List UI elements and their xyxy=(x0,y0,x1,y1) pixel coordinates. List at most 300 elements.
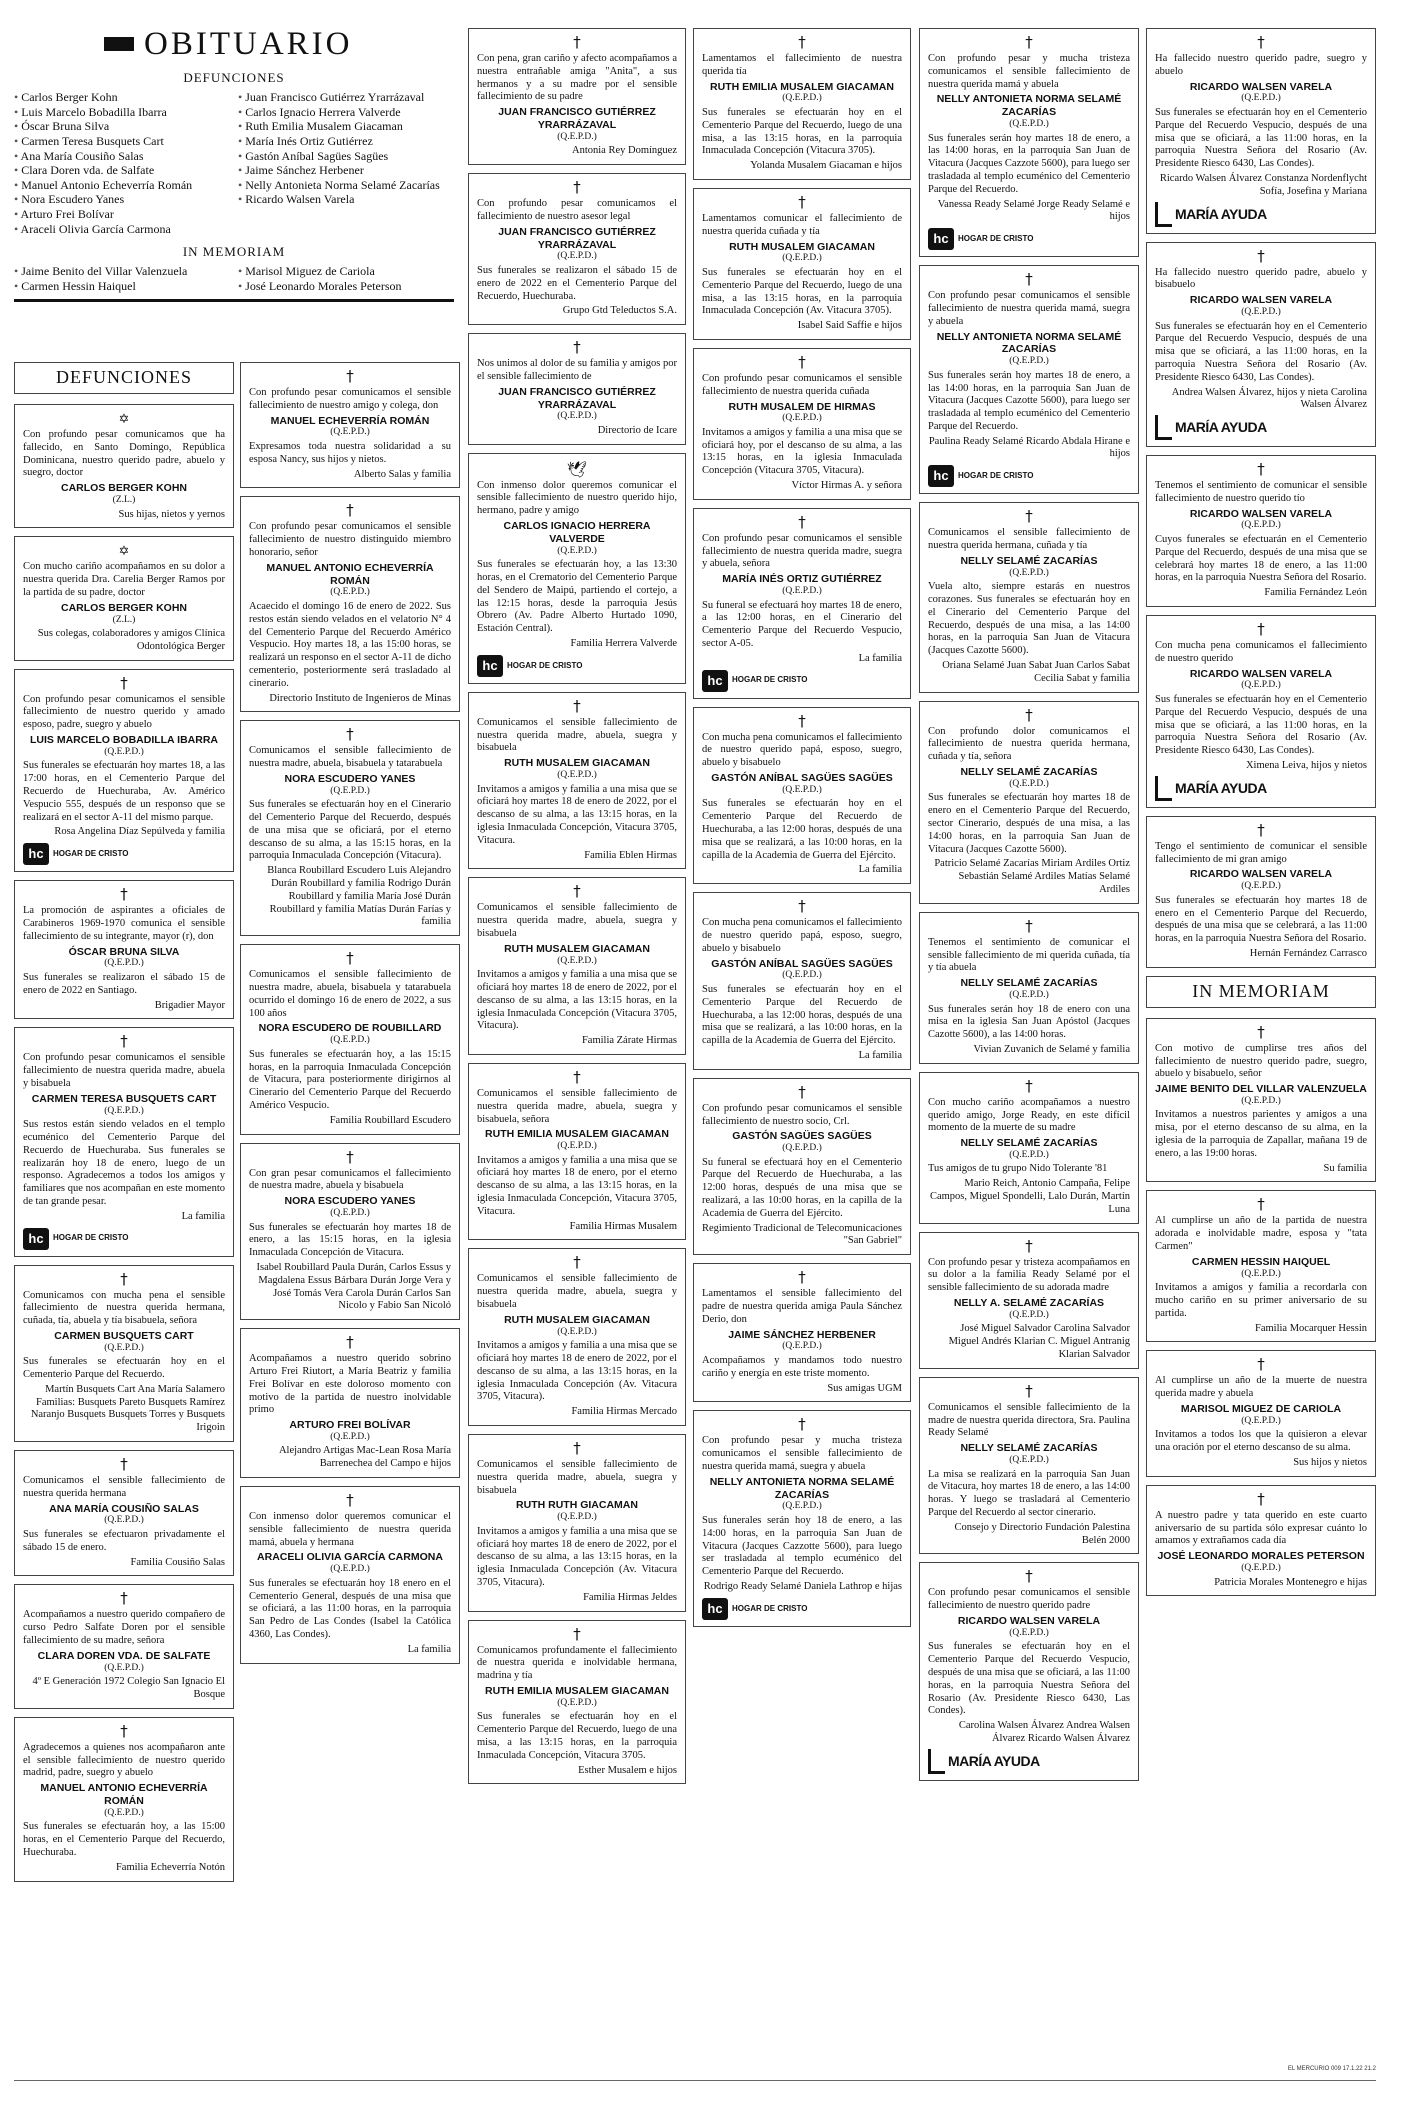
index-name: • Carmen Hessin Haiquel xyxy=(14,279,230,294)
notice-intro: Con inmenso dolor queremos comunicar el sensible fallecimiento de nuestra querida mamá, abuela y hermana xyxy=(249,1511,451,1548)
cross-icon: † xyxy=(798,1082,806,1101)
qepd-mark: (Q.E.P.D.) xyxy=(1241,1268,1281,1279)
qepd-mark: (Q.E.P.D.) xyxy=(1009,356,1049,367)
notice-body: Sus funerales se efectuarán hoy, a las 15:15 horas, en la parroquia Inmaculada Concepción de Vitacura, para posteriormente dirigirnos al Cinerario del Cementerio Parque del Recuerdo Américo Vespucio. xyxy=(249,1048,451,1111)
notice xyxy=(693,707,911,885)
cross-icon: † xyxy=(1025,1381,1033,1400)
notice-signature: Sus colegas, colaboradores y amigos Clínica Odontológica Berger xyxy=(37,628,225,652)
hogar-de-cristo-logo xyxy=(23,1228,225,1250)
notice-signature: La familia xyxy=(858,652,902,664)
deceased-name: RUTH MUSALEM GIACAMAN xyxy=(504,757,650,770)
deceased-name: NELLY ANTONIETA NORMA SELAMÉ ZACARÍAS xyxy=(709,1475,895,1501)
cross-icon: † xyxy=(346,1333,354,1352)
notice xyxy=(1146,28,1376,234)
qepd-mark: (Q.E.P.D.) xyxy=(104,958,144,969)
notice-signature: Vanessa Ready Selamé Jorge Ready Selamé e hijos xyxy=(937,198,1130,223)
qepd-mark: (Q.E.P.D.) xyxy=(330,1431,370,1442)
notice-signature: Patricia Morales Montenegro e hijas xyxy=(1214,1576,1367,1588)
notice-signature: Alejandro Artigas Mac-Lean Rosa María Barrenechea del Campo e hijos xyxy=(278,1445,451,1470)
qepd-mark: (Q.E.P.D.) xyxy=(1009,778,1049,789)
qepd-mark: (Q.E.P.D.) xyxy=(557,131,597,142)
deceased-name: NELLY SELAMÉ ZACARÍAS xyxy=(960,554,1098,567)
cross-icon: † xyxy=(120,673,128,692)
qepd-mark: (Q.E.P.D.) xyxy=(330,427,370,438)
deceased-name: RICARDO WALSEN VARELA xyxy=(1189,868,1333,881)
notice-body: Su funeral se efectuará hoy martes 18 de enero, a las 12:00 horas, en el Cinerario del Cementerio Parque del Recuerdo Vespucio, sector A-05. xyxy=(702,599,902,650)
notice-body: Invitamos a amigos y familia a recordarla con mucho cariño en su primer aniversario de su partida. xyxy=(1155,1282,1367,1319)
deceased-name: ÓSCAR BRUNA SILVA xyxy=(68,945,180,958)
notice-intro: Con profundo pesar comunicamos que ha fallecido, en Santo Domingo, República Dominicana, nuestro querido padre, abuelo y suegro, doctor xyxy=(23,428,225,479)
notice-intro: Con mucha pena comunicamos el fallecimiento de nuestro querido xyxy=(1155,640,1367,664)
qepd-mark: (Q.E.P.D.) xyxy=(1241,1415,1281,1426)
notice-signature: Familia Hirmas Mercado xyxy=(571,1406,677,1418)
notice-intro: Al cumplirse un año de la muerte de nuestra querida madre y abuela xyxy=(1155,1375,1367,1400)
notice xyxy=(468,692,686,870)
deceased-name: GASTÓN ANÍBAL SAGÜES SAGÜES xyxy=(711,957,893,970)
notice-body: Invitamos a nuestros parientes y amigos a una misa, por el eterno descanso de su alma, en la iglesia de la parroquia de Zapallar, mañana 19 de enero, a las 19:00 horas. xyxy=(1155,1109,1367,1159)
notice xyxy=(468,1620,686,1785)
deceased-name: JAIME BENITO DEL VILLAR VALENZUELA xyxy=(1155,1083,1367,1096)
qepd-mark: (Q.E.P.D.) xyxy=(1009,567,1049,578)
notice-signature: Su familia xyxy=(1323,1162,1367,1174)
deceased-name: CARMEN TERESA BUSQUETS CART xyxy=(31,1092,217,1105)
footer-id: EL MERCURIO 009 17.1.22 21.2 xyxy=(1287,2066,1376,2072)
index-name: • Marisol Miguez de Cariola xyxy=(238,264,454,279)
notice-body: La misa se realizará en la parroquia San Juan de Vitacura, hoy martes 18 de enero, a las 14:00 horas. Y luego se trasladará al Cementerio Parque del Recuerdo al sector cinerario. xyxy=(928,1468,1130,1518)
cross-icon: † xyxy=(573,1439,581,1457)
index-name: • Arturo Frei Bolívar xyxy=(14,207,230,222)
notice xyxy=(919,912,1139,1064)
deceased-name: MANUEL ECHEVERRÍA ROMÁN xyxy=(270,414,430,427)
notice-signature: Familia Echeverría Notón xyxy=(115,1861,225,1873)
masthead-rule xyxy=(14,299,454,302)
notice-signature: Sus hijas, nietos y yernos xyxy=(118,508,225,520)
maria-ayuda-logo xyxy=(928,1749,1130,1774)
notice xyxy=(468,1248,686,1426)
notice-intro: Comunicamos el sensible fallecimiento de la madre de nuestra querida directora, Sra. Paulina Ready Selamé xyxy=(928,1401,1130,1439)
notice-body: Sus funerales se efectuarán hoy en el Cementerio Parque del Recuerdo, luego de una misa, a las 13:15 horas, en la parroquia Inmaculada Concepción, Vitacura 3705. xyxy=(477,1711,677,1761)
notice-intro: Comunicamos profundamente el fallecimiento de nuestra querida e inolvidable hermana, madrina y tía xyxy=(477,1644,677,1682)
notice xyxy=(693,508,911,699)
notice-intro: Tenemos el sentimiento de comunicar el sensible fallecimiento de nuestro querido tío xyxy=(1155,480,1367,504)
cross-icon: † xyxy=(573,338,581,357)
page-title: OBITUARIO xyxy=(144,26,353,62)
notice-intro: Comunicamos el sensible fallecimiento de nuestra querida madre, abuela, suegra y bisabuela xyxy=(477,1273,677,1311)
notice-body: Sus funerales se efectuarán hoy en el Cementerio Parque del Recuerdo de Huechuraba, a las 12:00 horas, después de una misa que se realizará, a las 10:00 horas, en la capilla de la Academia de Guerra del Ejército. xyxy=(702,798,902,861)
notice-signature: La familia xyxy=(181,1210,225,1222)
notice-intro: Con profundo pesar y mucha tristeza comunicamos el sensible fallecimiento de nuestra querida mamá y abuela xyxy=(928,53,1130,90)
index-name: • María Inés Ortiz Gutiérrez xyxy=(238,134,454,149)
notice-body: Sus funerales serán hoy 18 de enero, a las 14:00 horas, en la parroquia San Juan de Vitacura (Jacques Cazzotte 5600), para luego ser trasladada al templo ecuménico del Cementerio Parque del Recuerdo. xyxy=(702,1514,902,1578)
hogar-de-cristo-logo xyxy=(702,670,902,692)
qepd-mark: (Q.E.P.D.) xyxy=(330,1207,370,1218)
maria-ayuda-mark xyxy=(928,1749,945,1774)
notice-signature: Vivian Zuvanich de Selamé y familia xyxy=(973,1043,1130,1055)
cross-icon: † xyxy=(1257,820,1265,839)
notice-body: Invitamos a amigos y familia a una misa que se oficiará hoy, por el descanso de su alma, a las 13:15 horas, en la iglesia Inmaculada Concepción (Vitacura 3705, Vitacura). xyxy=(702,426,902,477)
qepd-mark: (Q.E.P.D.) xyxy=(782,253,822,264)
notice-signature: Martín Busquets Cart Ana María Salamero Familias: Busquets Pareto Busquets Ramírez Naranjo Busquets Busquets Torres y Busquets Irigoin xyxy=(30,1383,225,1434)
notice-signature: Sus amigas UGM xyxy=(827,1382,902,1394)
notice-intro: Lamentamos el sensible fallecimiento del padre de nuestra querida amiga Paula Sánchez Derio, don xyxy=(702,1288,902,1325)
deceased-name: JUAN FRANCISCO GUTIÉRREZ YRARRÁZAVAL xyxy=(498,106,656,131)
index-name: • Araceli Olivia García Carmona xyxy=(14,222,230,237)
notice-signature: Ricardo Walsen Álvarez Constanza Nordenflycht Sofía, Josefina y Mariana xyxy=(1159,172,1367,197)
deceased-name: GASTÓN SAGÜES SAGÜES xyxy=(732,1130,872,1143)
notice xyxy=(14,1717,234,1882)
deceased-name: RUTH EMILIA MUSALEM GIACAMAN xyxy=(710,80,894,93)
qepd-mark: (Z.L.) xyxy=(112,494,136,505)
deceased-name: CLARA DOREN VDA. DE SALFATE xyxy=(37,1649,211,1662)
qepd-mark: (Q.E.P.D.) xyxy=(1241,93,1281,104)
index-name: • Manuel Antonio Echeverría Román xyxy=(14,178,230,193)
cross-icon: † xyxy=(798,192,806,211)
qepd-mark: (Q.E.P.D.) xyxy=(782,970,822,981)
notice-signature: Directorio de Icare xyxy=(597,424,677,436)
cross-icon: † xyxy=(1025,705,1033,724)
notice xyxy=(468,28,686,165)
notice-signature: Paulina Ready Selamé Ricardo Abdala Hirane e hijos xyxy=(928,435,1130,460)
deceased-name: NELLY ANTONIETA NORMA SELAMÉ ZACARÍAS xyxy=(936,330,1122,356)
qepd-mark: (Q.E.P.D.) xyxy=(330,587,370,598)
maria-ayuda-text: MARÍA AYUDA xyxy=(948,1752,1040,1769)
notice xyxy=(1146,242,1376,448)
qepd-mark: (Q.E.P.D.) xyxy=(1009,1455,1049,1466)
maria-ayuda-logo xyxy=(1155,776,1367,801)
notice-intro: Con motivo de cumplirse tres años del fallecimiento de nuestro querido padre, suegro, abuelo y bisabuelo, señor xyxy=(1155,1042,1367,1080)
cross-icon: † xyxy=(120,1589,128,1608)
deceased-name: CARLOS BERGER KOHN xyxy=(60,601,187,614)
notice-body: Sus funerales se efectuarán hoy en el Cementerio Parque del Recuerdo, luego de una misa, a las 13:15 horas, en la parroquia Inmaculada Concepción (Av. Vitacura 3705). xyxy=(702,266,902,317)
dove-icon: 🕊 xyxy=(566,459,588,479)
deceased-name: NELLY SELAMÉ ZACARÍAS xyxy=(960,766,1098,779)
qepd-mark: (Q.E.P.D.) xyxy=(1009,989,1049,1000)
notice xyxy=(14,669,234,873)
maria-ayuda-text: MARÍA AYUDA xyxy=(1175,205,1267,222)
qepd-mark: (Q.E.P.D.) xyxy=(330,1035,370,1046)
hogar-de-cristo-icon: hc xyxy=(928,228,954,250)
section-defunciones: DEFUNCIONES xyxy=(14,362,234,394)
qepd-mark: (Q.E.P.D.) xyxy=(1241,680,1281,691)
cross-icon: † xyxy=(1025,270,1033,289)
deceased-name: GASTÓN ANÍBAL SAGÜES SAGÜES xyxy=(711,772,893,784)
notice-signature: Hernán Fernández Carrasco xyxy=(1249,947,1367,959)
hogar-de-cristo-logo xyxy=(928,228,1130,250)
notice xyxy=(14,404,234,528)
hogar-de-cristo-icon: hc xyxy=(928,465,954,487)
cross-icon: † xyxy=(1257,246,1265,265)
deceased-name: RICARDO WALSEN VARELA xyxy=(1189,294,1333,307)
notice-signature: Rosa Angelina Díaz Sepúlveda y familia xyxy=(54,826,225,838)
star-of-david-icon: ✡ xyxy=(118,411,130,427)
cross-icon: † xyxy=(346,501,354,520)
cross-icon: † xyxy=(1257,1355,1265,1374)
deceased-name: CARMEN BUSQUETS CART xyxy=(54,1329,194,1342)
notice-body: Invitamos a amigos y familia a una misa que se oficiará hoy martes 18 de enero de 2022, por el descanso de su alma, a las 13:15 horas, en la iglesia Inmaculada Concepción (Av. Vitacura 3705, Vitacura). xyxy=(477,1340,677,1403)
notice-intro: Con pena, gran cariño y afecto acompañamos a nuestra entrañable amiga "Anita", a sus hermanos y a su madre por el sensible fallecimiento de su padre xyxy=(477,53,677,103)
index-name: • Jaime Sánchez Herbener xyxy=(238,163,454,178)
notice-intro: Con profundo pesar comunicamos el sensible fallecimiento de nuestro querido padre xyxy=(928,1587,1130,1612)
qepd-mark: (Q.E.P.D.) xyxy=(104,1105,144,1116)
notice-intro: Comunicamos el sensible fallecimiento de nuestra querida hermana, cuñada y tía xyxy=(928,527,1130,552)
column-5 xyxy=(919,28,1139,1789)
hogar-de-cristo-logo xyxy=(928,465,1130,487)
notice-body: Sus funerales serán hoy martes 18 de enero, a las 14:00 horas, en la parroquia San Juan de Vitacura (Jacques Cazzote 5600), para luego ser trasladada al templo ecuménico del Cementerio Parque del Recuerdo. xyxy=(928,132,1130,195)
notice-signature: Mario Reich, Antonio Campaña, Felipe Campos, Miguel Spondelli, Lalo Durán, Martín Luna xyxy=(929,1178,1130,1215)
notice-intro: Al cumplirse un año de la partida de nuestra adorada e inolvidable madre, esposa y "tata Carmen" xyxy=(1155,1215,1367,1253)
qepd-mark: (Q.E.P.D.) xyxy=(557,955,597,966)
hogar-de-cristo-icon: hc xyxy=(477,655,503,677)
cross-icon: † xyxy=(1025,1236,1033,1255)
notice-signature: Carolina Walsen Álvarez Andrea Walsen Álvarez Ricardo Walsen Álvarez xyxy=(958,1720,1130,1744)
notice xyxy=(919,502,1139,692)
cross-icon: † xyxy=(120,1032,128,1051)
cross-icon: † xyxy=(346,725,354,744)
deceased-name: ARTURO FREI BOLÍVAR xyxy=(289,1419,411,1432)
notice-signature: Sus hijos y nietos xyxy=(1293,1456,1367,1468)
notice-intro: Acompañamos a nuestro querido compañero de curso Pedro Salfate Doren por el sensible fallecimiento de su madre, señora xyxy=(23,1609,225,1647)
defunciones-label: DEFUNCIONES xyxy=(183,70,285,86)
cross-icon: † xyxy=(573,1067,581,1086)
notice-signature: Oriana Selamé Juan Sabat Juan Carlos Sabat Cecilia Sabat y familia xyxy=(942,660,1130,684)
deceased-name: RUTH EMILIA MUSALEM GIACAMAN xyxy=(485,1128,669,1141)
notice-intro: Con profundo pesar comunicamos el sensible fallecimiento de nuestra querida madre, abuela y bisabuela xyxy=(23,1052,225,1089)
notice-intro: Comunicamos el sensible fallecimiento de nuestra querida madre, abuela, suegra y bisabuela xyxy=(477,902,677,939)
index-name: • Ana María Cousiño Salas xyxy=(14,149,230,164)
maria-ayuda-mark xyxy=(1155,415,1172,440)
notice-body: Sus funerales se efectuarán hoy martes 18 de enero en el Cementerio Parque del Recuerdo, después de una misa que se celebrará, a las 11:00 horas, en la parroquia Nuestra Señora del Rosario. xyxy=(1155,894,1367,945)
notice xyxy=(919,701,1139,904)
notice-intro: Comunicamos el sensible fallecimiento de nuestra madre, abuela, bisabuela y tatarabuela ocurrido el domingo 16 de enero de 2022, a sus 100 años xyxy=(249,969,451,1019)
notice xyxy=(14,1584,234,1708)
cross-icon: † xyxy=(1025,916,1033,935)
defunciones-index xyxy=(14,90,454,236)
notice xyxy=(1146,1190,1376,1342)
notice xyxy=(919,265,1139,494)
notice-body: Sus funerales serán hoy martes 18 de enero, a las 14:00 horas, en la parroquia San Juan de Vitacura (Jacques Cazotte 5600), para luego ser trasladada al templo ecuménico del Cementerio Parque del Recuerdo. xyxy=(928,369,1130,432)
qepd-mark: (Q.E.P.D.) xyxy=(782,1501,822,1512)
notice-signature: Familia Roubillard Escudero xyxy=(329,1114,451,1126)
qepd-mark: (Q.E.P.D.) xyxy=(1009,1627,1049,1638)
deceased-name: MARÍA INÉS ORTIZ GUTIÉRREZ xyxy=(722,573,882,586)
notice-signature: Familia Hirmas Musalem xyxy=(569,1220,677,1232)
notice-body: Sus funerales se efectuarán hoy en el Cinerario del Cementerio Parque del Recuerdo, después de una misa que se oficiará, por el eterno descanso de su alma, a las 15:15 horas, en la parroquia Inmaculada Concepción (Vitacura). xyxy=(249,799,451,862)
notice-signature: Rodrigo Ready Selamé Daniela Lathrop e hijas xyxy=(703,1580,902,1592)
deceased-name: JOSÉ LEONARDO MORALES PETERSON xyxy=(1157,1550,1365,1563)
notice xyxy=(1146,1350,1376,1476)
notice-intro: Comunicamos el sensible fallecimiento de nuestra querida hermana xyxy=(23,1475,225,1499)
notice xyxy=(693,1263,911,1402)
notice-body: Invitamos a todos los que la quisieron a elevar una oración por el eterno descanso de su alma. xyxy=(1155,1429,1367,1454)
cross-icon: † xyxy=(346,367,354,385)
notice xyxy=(693,188,911,340)
notice-signature: Andrea Walsen Álvarez, hijos y nieta Carolina Walsen Álvarez xyxy=(1171,386,1367,411)
notice xyxy=(919,1562,1139,1780)
notice-intro: Con profundo pesar comunicamos el sensible fallecimiento de nuestro distinguido miembro honorario, señor xyxy=(249,521,451,558)
notice xyxy=(14,880,234,1019)
qepd-mark: (Q.E.P.D.) xyxy=(104,746,144,757)
notice-signature: Regimiento Tradicional de Telecomunicaciones "San Gabriel" xyxy=(702,1222,902,1247)
notice-body: Sus funerales se realizaron el sábado 15 de enero de 2022 en el Cementerio Parque del Recuerdo, Huechuraba. xyxy=(477,264,677,302)
qepd-mark: (Q.E.P.D.) xyxy=(557,411,597,422)
cross-icon: † xyxy=(798,1268,806,1287)
notice xyxy=(468,453,686,684)
hogar-de-cristo-icon: hc xyxy=(702,670,728,692)
qepd-mark: (Q.E.P.D.) xyxy=(1241,306,1281,317)
notice xyxy=(240,362,460,488)
notice xyxy=(468,877,686,1055)
deceased-name: CARLOS IGNACIO HERRERA VALVERDE xyxy=(503,520,651,545)
cross-icon: † xyxy=(573,178,581,197)
notice-body: Cuyos funerales se efectuarán en el Cementerio Parque del Recuerdo, después de una misa que se celebrará hoy martes 18 de enero, a las 11:00 horas, en la parroquia Nuestra Señora del Rosario. xyxy=(1155,534,1367,584)
deceased-name: NORA ESCUDERO DE ROUBILLARD xyxy=(258,1022,442,1035)
index-name: • Ruth Emilia Musalem Giacaman xyxy=(238,119,454,134)
notice-body: Sus funerales se efectuarán hoy martes 18, a las 17:00 horas, en el Cementerio Parque del Recuerdo de Huechuraba, Av. Américo Vespucio 555, después de un responso que se realizará en el sector A-11 del mismo parque. xyxy=(23,760,225,823)
notice-intro: Ha fallecido nuestro querido padre, suegro y abuelo xyxy=(1155,53,1367,77)
notice xyxy=(240,1328,460,1478)
notice-body: Sus funerales serán hoy 18 de enero con una misa en la iglesia San Juan Apóstol (Jacques Cazotte 5600), a las 14:00 horas. xyxy=(928,1003,1130,1041)
index-name: • Nora Escudero Yanes xyxy=(14,192,230,207)
notice-body: Sus funerales se efectuarán hoy en el Cementerio Parque del Recuerdo Vespucio, después de una misa que se oficiará, a las 11:00 horas, en la parroquia Nuestra Señora del Rosario (Av. Presidente Riesco 6430, Las Condes). xyxy=(1155,694,1367,757)
column-6 xyxy=(1146,28,1376,1604)
qepd-mark: (Q.E.P.D.) xyxy=(1241,1095,1281,1106)
qepd-mark: (Q.E.P.D.) xyxy=(1241,881,1281,892)
deceased-name: ARACELI OLIVIA GARCÍA CARMONA xyxy=(257,1551,443,1564)
deceased-name: NELLY ANTONIETA NORMA SELAMÉ ZACARÍAS xyxy=(936,93,1122,119)
notice-signature: Brigadier Mayor xyxy=(154,999,225,1011)
qepd-mark: (Q.E.P.D.) xyxy=(782,413,822,424)
hogar-de-cristo-text: HOGAR DE CRISTO xyxy=(732,1603,808,1613)
qepd-mark: (Q.E.P.D.) xyxy=(330,1564,370,1575)
maria-ayuda-mark xyxy=(1155,202,1172,227)
column-4 xyxy=(693,28,911,1635)
cross-icon: † xyxy=(1025,1076,1033,1095)
cross-icon: † xyxy=(798,711,806,730)
notice-signature: Familia Eblen Hirmas xyxy=(584,849,677,861)
masthead-title-row xyxy=(104,24,454,64)
hogar-de-cristo-logo xyxy=(23,843,225,865)
qepd-mark: (Q.E.P.D.) xyxy=(782,1143,822,1154)
qepd-mark: (Q.E.P.D.) xyxy=(557,545,597,556)
maria-ayuda-mark xyxy=(1155,776,1172,801)
cross-icon: † xyxy=(798,33,806,51)
notice-body: Sus funerales se efectuarán hoy 18 enero en el Cementerio General, después de una misa que se oficiará, a las 11:00 horas, en la parroquia San Pedro de Las Condes (Isabel la Católica 4360, Las Condes). xyxy=(249,1577,451,1641)
deceased-name: NELLY SELAMÉ ZACARÍAS xyxy=(960,977,1098,990)
notice xyxy=(919,1232,1139,1369)
notice-body: Sus restos están siendo velados en el templo ecuménico del Cementerio Parque del Recuerdo de Huechuraba. Sus funerales se realizarán hoy 18 de enero, luego de un responso. Agradecemos a todos los amigos y familiares que nos acompañan en este momento de tan grande pesar. xyxy=(23,1119,225,1207)
notice-intro: Tengo el sentimiento de comunicar el sensible fallecimiento de mi gran amigo xyxy=(1155,840,1367,865)
hogar-de-cristo-icon: hc xyxy=(702,1598,728,1620)
notice-signature: La familia xyxy=(858,1049,902,1061)
deceased-name: RICARDO WALSEN VARELA xyxy=(1189,80,1333,93)
notice-intro: Con profundo pesar comunicamos el sensible fallecimiento de nuestra querida cuñada xyxy=(702,372,902,397)
notice-body: Invitamos a amigos y familia a una misa que se oficiará hoy martes 18 de enero de 2022, por el descanso de su alma, a las 13:15 horas, en la iglesia Inmaculada Concepción (Vitacura 3705, Vitacura). xyxy=(477,969,677,1032)
qepd-mark: (Q.E.P.D.) xyxy=(1009,118,1049,129)
notice-intro: Acompañamos a nuestro querido sobrino Arturo Frei Riutort, a María Beatriz y familia Frei Bolívar en este doloroso momento con motivo de la partida de nuestro inolvidable primo xyxy=(249,1353,451,1416)
notice-intro: Nos unimos al dolor de su familia y amigos por el sensible fallecimiento de xyxy=(477,358,677,382)
notice-intro: Lamentamos comunicar el fallecimiento de nuestra querida cuñada y tía xyxy=(702,212,902,237)
index-name: • Clara Doren vda. de Salfate xyxy=(14,163,230,178)
notice-signature: Isabel Roubillard Paula Durán, Carlos Essus y Magdalena Essus Bárbara Durán Jorge Vera y José Tomás Vera Carola Durán Carlos San Nicolo y Fabio San Nicoló xyxy=(256,1261,451,1312)
deceased-name: NELLY SELAMÉ ZACARÍAS xyxy=(960,1137,1098,1150)
notice xyxy=(240,1143,460,1321)
notice-signature: Alberto Salas y familia xyxy=(353,468,451,480)
memoriam-index xyxy=(14,264,454,293)
hogar-de-cristo-text: HOGAR DE CRISTO xyxy=(958,471,1034,481)
deceased-name: RICARDO WALSEN VARELA xyxy=(1189,667,1333,680)
cross-icon: † xyxy=(798,897,806,916)
hogar-de-cristo-logo xyxy=(702,1598,902,1620)
hogar-de-cristo-icon: hc xyxy=(23,843,49,865)
notice-signature: Grupo Gtd Teleductos S.A. xyxy=(562,305,677,317)
notice-intro: Comunicamos el sensible fallecimiento de nuestra querida madre, abuela, suegra y bisabuela, señora xyxy=(477,1087,677,1125)
qepd-mark: (Q.E.P.D.) xyxy=(557,1326,597,1337)
deceased-name: RUTH MUSALEM GIACAMAN xyxy=(504,942,650,955)
qepd-mark: (Q.E.P.D.) xyxy=(782,93,822,104)
notice xyxy=(693,892,911,1070)
notice xyxy=(14,1265,234,1443)
deceased-name: RUTH MUSALEM DE HIRMAS xyxy=(728,400,876,413)
qepd-mark: (Q.E.P.D.) xyxy=(1009,1149,1049,1160)
notice-intro: A nuestro padre y tata querido en este cuarto aniversario de su partida sólo expresar cuánto lo amamos y extrañamos cada día xyxy=(1155,1509,1367,1547)
notice-body: Acaecido el domingo 16 de enero de 2022. Sus restos están siendo velados en el velatorio N° 4 del Cementerio Parque del Recuerdo Américo Vespucio. Hoy martes 18, a las 15:00 horas, se realizará un responso en el sector A-11 de dicho cementerio, posteriormente será trasladado al cinerario. xyxy=(249,600,451,689)
cross-icon: † xyxy=(798,512,806,531)
cross-icon: † xyxy=(573,882,581,901)
notice-body: Sus funerales se realizaron el sábado 15 de enero de 2022 en Santiago. xyxy=(23,971,225,996)
maria-ayuda-text: MARÍA AYUDA xyxy=(1175,779,1267,796)
notice-signature: La familia xyxy=(858,864,902,876)
hogar-de-cristo-text: HOGAR DE CRISTO xyxy=(53,1233,129,1243)
qepd-mark: (Q.E.P.D.) xyxy=(557,770,597,780)
deceased-name: RUTH RUTH GIACAMAN xyxy=(516,1499,638,1512)
notice xyxy=(468,1434,686,1612)
deceased-name: MANUEL ANTONIO ECHEVERRÍA ROMÁN xyxy=(266,561,434,587)
notice xyxy=(1146,816,1376,968)
notice-signature: Isabel Said Saffie e hijos xyxy=(797,320,902,332)
notice-intro: Comunicamos con mucha pena el sensible fallecimiento de nuestra querida hermana, cuñada, tía, abuela y tía bisabuela, señora xyxy=(23,1289,225,1327)
deceased-name: NELLY SELAMÉ ZACARÍAS xyxy=(960,1442,1098,1455)
hogar-de-cristo-text: HOGAR DE CRISTO xyxy=(732,675,808,685)
notice-intro: Agradecemos a quienes nos acompañaron ante el sensible fallecimiento de nuestro querido madrid, padre, suegro y abuelo xyxy=(23,1741,225,1779)
notice-intro: Con profundo pesar comunicamos el sensible fallecimiento de nuestra querida mamá, suegra y abuela xyxy=(928,290,1130,327)
notice xyxy=(14,1450,234,1576)
notice-intro: Con profundo dolor comunicamos el fallecimiento de nuestra querida hermana, cuñada y tía, señora xyxy=(928,725,1130,763)
notice-intro: Con profundo pesar comunicamos el sensible fallecimiento de nuestro socio, Crl. xyxy=(702,1102,902,1127)
index-name: • Gastón Aníbal Sagües Sagües xyxy=(238,149,454,164)
deceased-name: CARLOS BERGER KOHN xyxy=(60,482,187,495)
notice-signature: Ximena Leiva, hijos y nietos xyxy=(1245,760,1367,771)
deceased-name: NORA ESCUDERO YANES xyxy=(284,1195,416,1208)
notice-signature: Esther Musalem e hijos xyxy=(578,1764,677,1776)
cross-icon: † xyxy=(1025,33,1033,51)
notice xyxy=(240,944,460,1134)
notice-intro: Con profundo pesar comunicamos el sensible fallecimiento de nuestro querido y amado esposo, padre, suegro y abuelo xyxy=(23,693,225,731)
notice-intro: Tenemos el sentimiento de comunicar el sensible fallecimiento de mi querida cuñada, tía y tía abuela xyxy=(928,936,1130,974)
notice xyxy=(14,1027,234,1256)
notice-body: Invitamos a amigos y familia a una misa que se oficiará hoy martes 18 de enero, por el eterno descanso de su alma, a las 13:15 horas, en la iglesia Inmaculada Concepción, Vitacura 3705, Vitacura. xyxy=(477,1154,677,1217)
notice-signature: Familia Fernández León xyxy=(1264,587,1367,599)
qepd-mark: (Q.E.P.D.) xyxy=(782,586,822,597)
notice-body: Sus funerales se efectuarán hoy en el Cementerio Parque del Recuerdo Vespucio, después de una misa que se oficiará, a las 11:00 horas, en la parroquia Nuestra Señora del Rosario (Av. Presidente Riesco 6430, Las Condes). xyxy=(928,1641,1130,1717)
column-1 xyxy=(14,362,234,1890)
cross-icon: † xyxy=(1257,460,1265,479)
notice-body: Sus funerales se efectuarán hoy, a las 15:00 horas, en el Cementerio Parque del Recuerdo, Huechuraba. xyxy=(23,1821,225,1858)
qepd-mark: (Q.E.P.D.) xyxy=(1009,1309,1049,1320)
index-name: • Nelly Antonieta Norma Selamé Zacarías xyxy=(238,178,454,193)
notice-body: Invitamos a amigos y familia a una misa que se oficiará hoy martes 18 de enero de 2022, por el descanso de su alma, a las 13:15 horas, en la iglesia Inmaculada Concepción (Av. Vitacura 3705, Vitacura). xyxy=(477,1525,677,1588)
hogar-de-cristo-logo xyxy=(477,655,677,677)
notice-signature: Familia Herrera Valverde xyxy=(570,638,677,650)
